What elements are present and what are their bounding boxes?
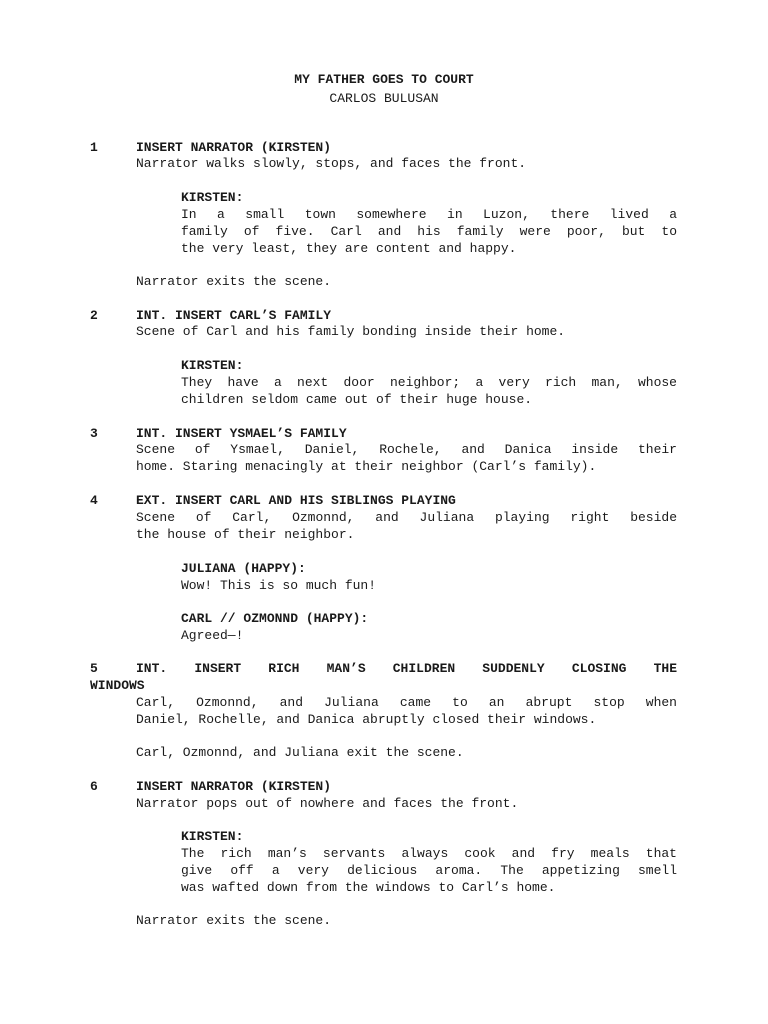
scene-action: Scene of Carl, Ozmonnd, and Juliana playing right beside (136, 510, 677, 525)
dialogue-speaker: KIRSTEN: (181, 358, 244, 373)
scene-action: Narrator pops out of nowhere and faces the front. (136, 796, 519, 811)
scene-action: Carl, Ozmonnd, and Juliana came to an abrupt stop when (136, 695, 677, 710)
scene-closing: Narrator exits the scene. (136, 913, 332, 928)
scene-action: Narrator walks slowly, stops, and faces the front. (136, 156, 527, 171)
scene-heading: INSERT NARRATOR (KIRSTEN) (136, 140, 332, 155)
dialogue-speaker: KIRSTEN: (181, 829, 244, 844)
scene-action: Daniel, Rochelle, and Danica abruptly closed their windows. (136, 712, 597, 727)
dialogue-speaker: CARL // OZMONND (HAPPY): (181, 611, 369, 626)
script-author: CARLOS BULUSAN (329, 91, 439, 106)
dialogue-speaker: KIRSTEN: (181, 190, 244, 205)
scene-closing: Carl, Ozmonnd, and Juliana exit the scene. (136, 745, 464, 760)
dialogue-line: family of five. Carl and his family were poor, but to (181, 224, 677, 239)
dialogue-line: In a small town somewhere in Luzon, there lived a (181, 207, 677, 222)
scene-number: 6 (90, 779, 98, 794)
dialogue-line: was wafted down from the windows to Carl’s home. (181, 880, 556, 895)
dialogue-line: The rich man’s servants always cook and fry meals that (181, 846, 677, 861)
dialogue-line: They have a next door neighbor; a very rich man, whose (181, 375, 677, 390)
scene-number: 3 (90, 426, 98, 441)
scene-action: the house of their neighbor. (136, 527, 355, 542)
scene-number: 2 (90, 308, 98, 323)
dialogue-line: the very least, they are content and happy. (181, 241, 517, 256)
scene-number: 4 (90, 493, 98, 508)
scene-action: Scene of Ysmael, Daniel, Rochele, and Danica inside their (136, 442, 677, 457)
dialogue-line: give off a very delicious aroma. The appetizing smell (181, 863, 677, 878)
scene-heading: INT. INSERT CARL’S FAMILY (136, 308, 332, 323)
scene-heading: INT. INSERT YSMAEL’S FAMILY (136, 426, 347, 441)
dialogue-line: Agreed—! (181, 628, 244, 643)
scene-action: home. Staring menacingly at their neighbor (Carl’s family). (136, 459, 597, 474)
scene-heading: INSERT NARRATOR (KIRSTEN) (136, 779, 332, 794)
dialogue-speaker: JULIANA (HAPPY): (181, 561, 306, 576)
scene-heading: INT. INSERT RICH MAN’S CHILDREN SUDDENLY CLOSING THE (136, 661, 677, 676)
dialogue-line: Wow! This is so much fun! (181, 578, 377, 593)
scene-number: 5 (90, 661, 98, 676)
scene-closing: Narrator exits the scene. (136, 274, 332, 289)
dialogue-line: children seldom came out of their huge house. (181, 392, 533, 407)
scene-heading: EXT. INSERT CARL AND HIS SIBLINGS PLAYING (136, 493, 456, 508)
scene-number: 1 (90, 140, 98, 155)
script-title: MY FATHER GOES TO COURT (294, 72, 474, 87)
scene-heading: WINDOWS (90, 678, 145, 693)
scene-action: Scene of Carl and his family bonding inside their home. (136, 324, 566, 339)
